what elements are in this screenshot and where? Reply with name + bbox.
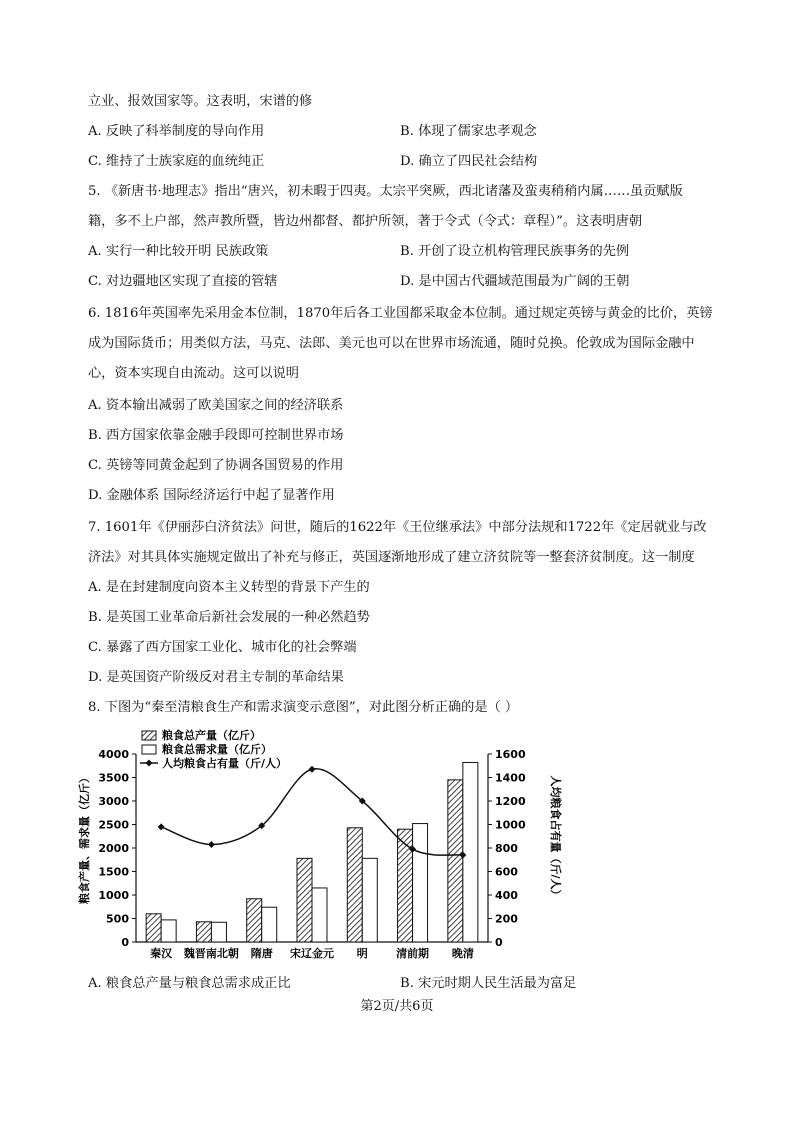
q4-option-d[interactable]: D. 确立了四民社会结构 (400, 154, 538, 169)
y-tick-label-right: 200 (495, 912, 518, 926)
q5-option-b[interactable]: B. 开创了设立机构管理民族事务的先例 (400, 244, 630, 259)
q4-stem-tail: 立业、报效国家等。这表明，宋谱的修 (88, 94, 313, 109)
x-tick-label: 晚清 (451, 947, 474, 960)
legend-label-production: 粮食总产量（亿斤） (162, 729, 261, 742)
bar-demand (463, 762, 478, 942)
y-tick-label-right: 800 (495, 842, 518, 855)
bar-production (196, 922, 211, 942)
x-tick-label: 魏晋南北朝 (183, 947, 239, 960)
y-tick-label-left: 500 (106, 912, 129, 926)
q4-option-b[interactable]: B. 体现了儒家忠孝观念 (400, 124, 537, 139)
q5-option-a[interactable]: A. 实行一种比较开明 民族政策 (88, 244, 269, 259)
point-per-capita (208, 841, 215, 848)
y-tick-label-right: 1200 (495, 795, 526, 808)
q5-stem-line2: 籍，多不上户部，然声教所暨，皆边州都督、都护所领，著于令式（令式：章程）”。这表明唐朝 (88, 214, 643, 229)
legend-label-per-capita: 人均粮食占有量（斤/人） (162, 757, 288, 770)
x-tick-label: 清前期 (396, 947, 430, 960)
bar-demand (211, 922, 226, 942)
y-tick-label-right: 1600 (495, 748, 526, 761)
legend-label-demand: 粮食总需求量（亿斤） (162, 743, 272, 756)
legend-swatch-per-capita-marker (146, 760, 153, 767)
y-tick-label-left: 0 (121, 936, 129, 949)
bar-production (347, 828, 362, 942)
y-tick-label-left: 1000 (98, 889, 129, 902)
y-tick-label-left: 2500 (98, 818, 129, 832)
q7-option-a[interactable]: A. 是在封建制度向资本主义转型的背景下产生的 (88, 580, 370, 595)
grain-chart (80, 730, 560, 962)
x-tick-label: 隋唐 (250, 947, 273, 960)
x-tick-label: 宋辽金元 (290, 947, 334, 960)
bar-demand (161, 920, 176, 942)
y-axis-label-left: 粮食产量、需求量（亿斤） (78, 772, 91, 904)
q8-option-a[interactable]: A. 粮食总产量与粮食总需求成正比 (88, 976, 291, 991)
y-tick-label-right: 600 (495, 865, 518, 879)
q6-stem-line1: 6. 1816年英国率先采用金本位制，1870年后各工业国都采取金本位制。通过规定英镑与黄金的比价，英镑 (88, 306, 713, 321)
bar-demand (413, 824, 428, 942)
y-tick-label-left: 1500 (98, 865, 129, 879)
y-tick-label-right: 1400 (495, 771, 526, 785)
q6-stem-line2: 成为国际货币；用类似方法，马克、法郎、美元也可以在世界市场流通，随时兑换。伦敦成为国际金融中 (88, 336, 695, 351)
q6-option-a[interactable]: A. 资本输出减弱了欧美国家之间的经济联系 (88, 398, 344, 413)
q7-stem-line2: 济法》对其具体实施规定做出了补充与修正，英国逐渐地形成了建立济贫院等一整套济贫制度。这一制度 (88, 550, 695, 565)
q7-stem-line1: 7. 1601年《伊丽莎白济贫法》问世，随后的1622年《王位继承法》中部分法规和1722年《定居就业与改 (88, 520, 707, 535)
bar-demand (362, 858, 377, 942)
q8-stem: 8. 下图为“秦至清粮食生产和需求演变示意图”，对此图分析正确的是（ ） (88, 700, 519, 715)
bar-production (398, 829, 413, 942)
y-tick-label-left: 4000 (98, 748, 129, 761)
bar-production (146, 914, 161, 942)
q5-stem-line1: 5. 《新唐书·地理志》指出“唐兴，初未暇于四夷。太宗平突厥，西北诸藩及蛮夷稍稍内属……虽贡赋版 (88, 184, 683, 199)
y-tick-label-left: 3500 (98, 771, 129, 785)
legend-swatch-demand (142, 745, 156, 754)
bar-demand (262, 907, 277, 942)
point-per-capita (309, 766, 316, 773)
point-per-capita (158, 823, 165, 830)
x-tick-label: 秦汉 (150, 947, 173, 960)
y-tick-label-left: 3000 (98, 795, 129, 808)
bar-production (297, 858, 312, 942)
bar-demand (312, 888, 327, 942)
q6-option-c[interactable]: C. 英镑等同黄金起到了协调各国贸易的作用 (88, 458, 344, 473)
x-tick-label: 明 (356, 947, 368, 960)
q4-option-c[interactable]: C. 维持了士族家庭的血统纯正 (88, 154, 265, 169)
page-footer: 第2页/共6页 (360, 999, 434, 1014)
q7-option-c[interactable]: C. 暴露了西方国家工业化、城市化的社会弊端 (88, 640, 357, 655)
q6-option-b[interactable]: B. 西方国家依靠金融手段即可控制世界市场 (88, 428, 344, 443)
q7-option-d[interactable]: D. 是英国资产阶级反对君主专制的革命结果 (88, 670, 344, 685)
legend-swatch-production (142, 731, 156, 740)
y-tick-label-right: 400 (495, 889, 518, 902)
q4-option-a[interactable]: A. 反映了科举制度的导向作用 (88, 124, 265, 139)
y-tick-label-right: 1000 (495, 818, 526, 832)
y-axis-label-right: 人均粮食占有量（斤/人） (549, 775, 562, 901)
q5-option-d[interactable]: D. 是中国古代疆域范围最为广阔的王朝 (400, 274, 630, 289)
q6-option-d[interactable]: D. 金融体系 国际经济运行中起了显著作用 (88, 488, 335, 503)
q8-option-b[interactable]: B. 宋元时期人民生活最为富足 (400, 976, 577, 991)
q5-option-c[interactable]: C. 对边疆地区实现了直接的管辖 (88, 274, 278, 289)
bar-production (247, 899, 262, 942)
q7-option-b[interactable]: B. 是英国工业革命后新社会发展的一种必然趋势 (88, 610, 370, 625)
y-tick-label-right: 0 (495, 936, 503, 949)
q6-stem-line3: 心，资本实现自由流动。这可以说明 (88, 366, 299, 381)
y-tick-label-left: 2000 (98, 842, 129, 855)
bar-production (448, 780, 463, 942)
